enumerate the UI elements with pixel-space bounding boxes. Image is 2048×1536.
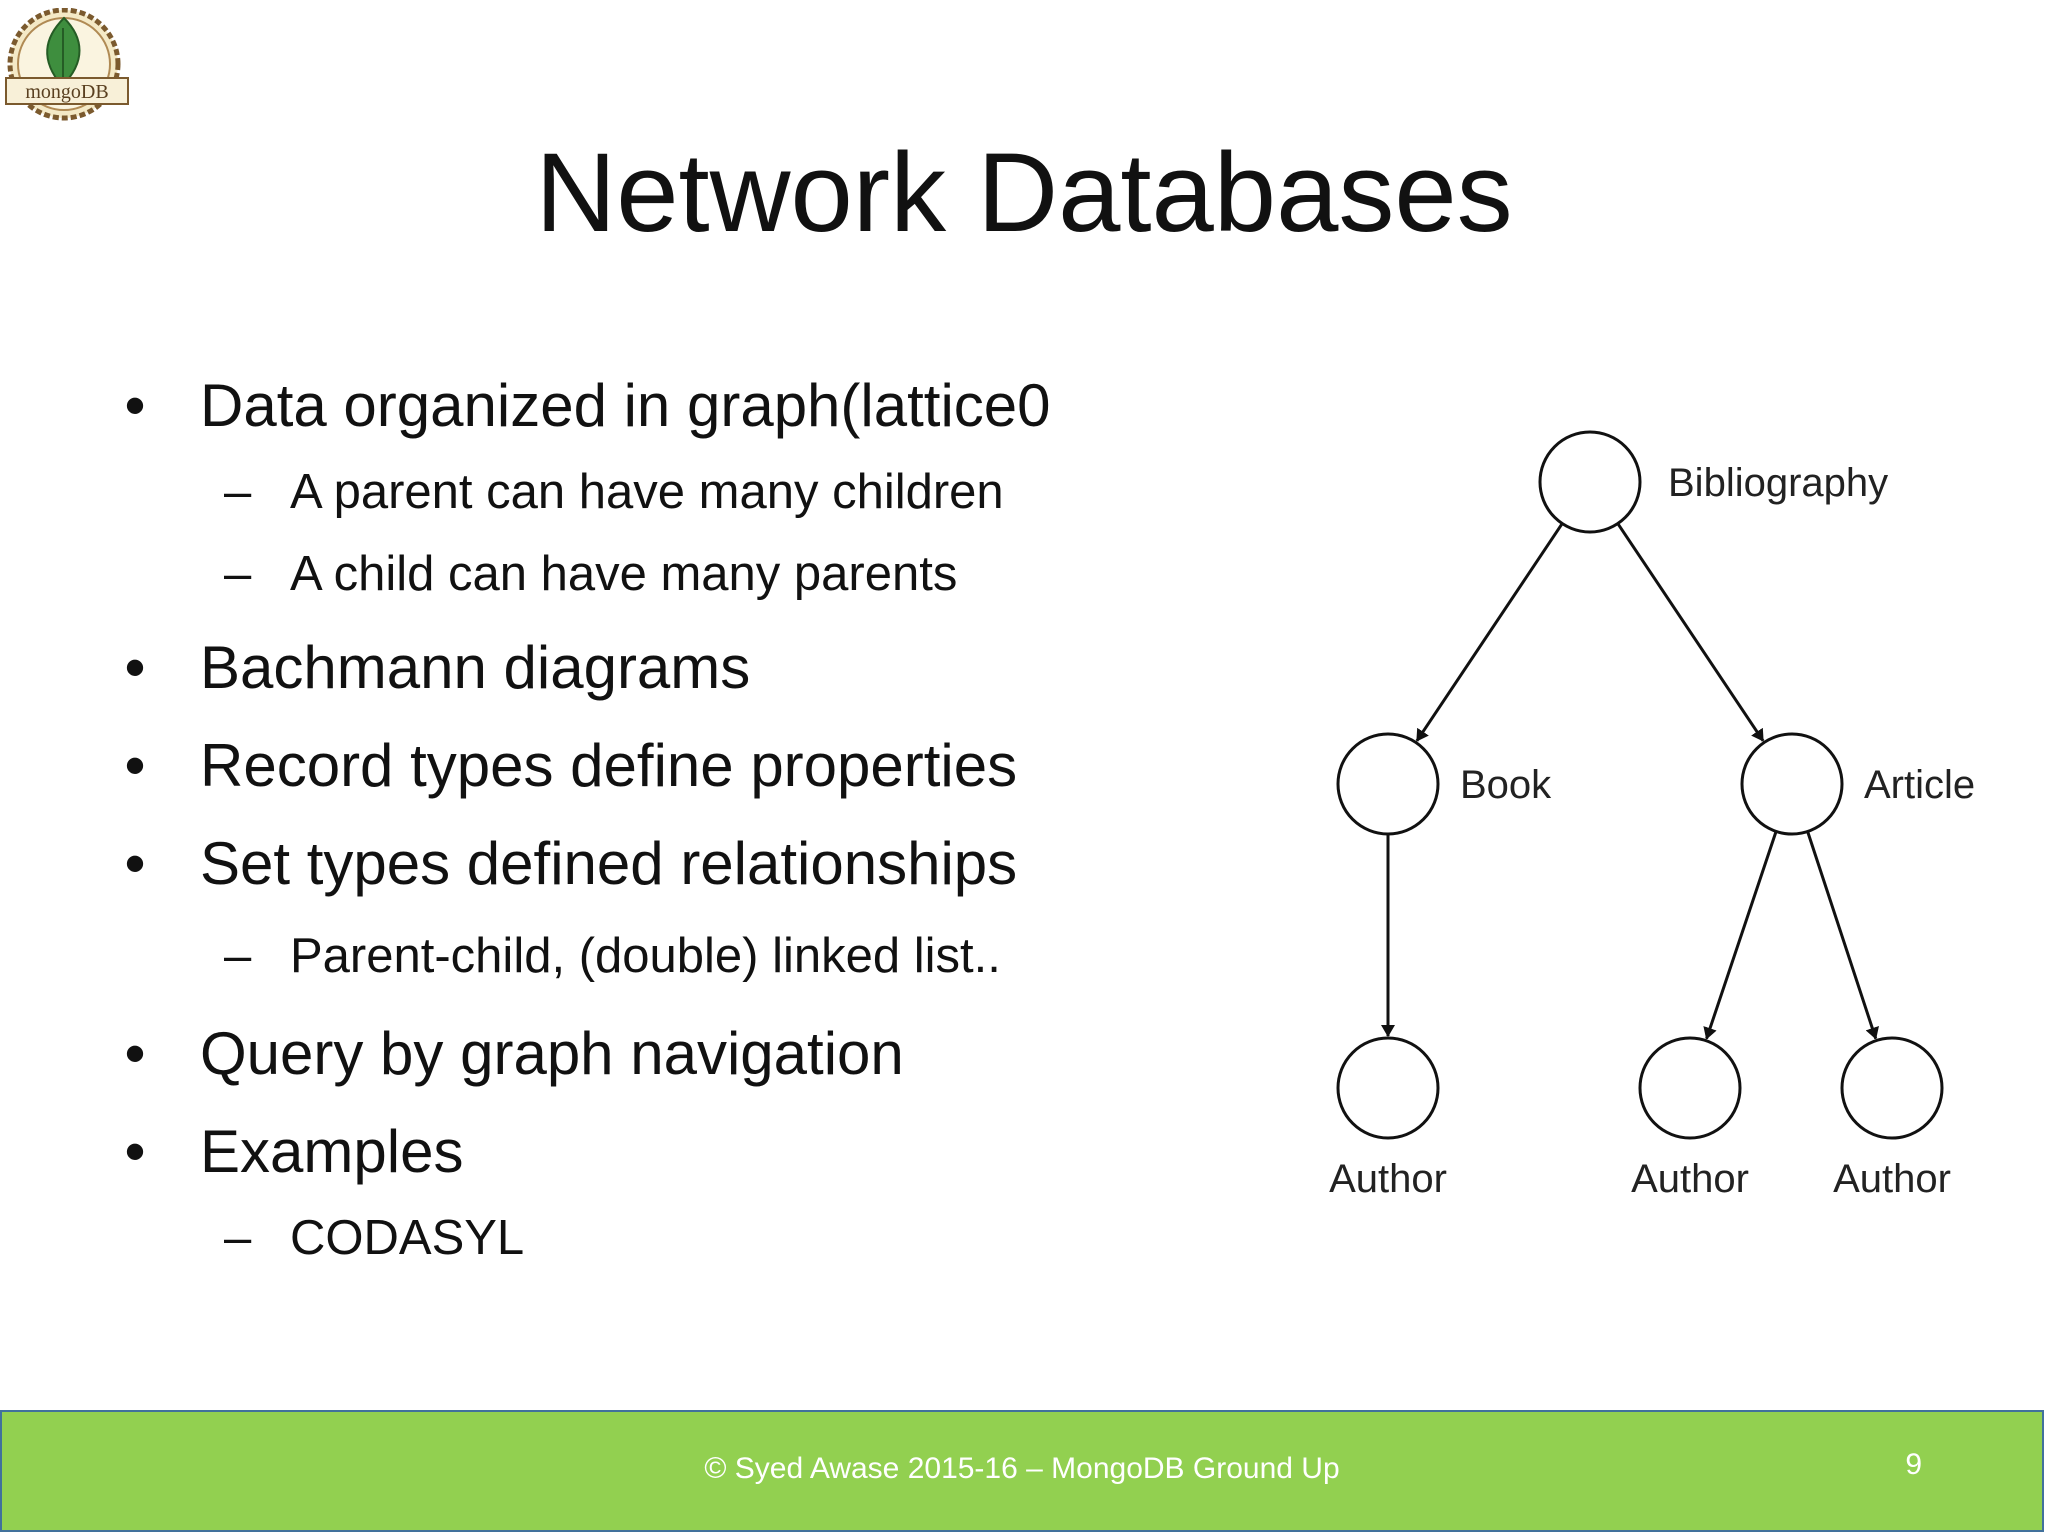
bullet-marker: • [124,1118,146,1185]
node-author3 [1833,1038,1951,1200]
bullet-text: Data organized in graph(lattice0 [200,372,1051,439]
bullet-text: CODASYL [290,1211,525,1265]
node-circle [1640,1038,1740,1138]
footer-bar [0,1410,2044,1532]
page-number: 9 [1905,1448,1922,1481]
bullet-marker: • [124,1020,146,1087]
bullet-text: Examples [200,1118,464,1185]
bullet-text: Bachmann diagrams [200,634,751,701]
bullet-text: Set types defined relationships [200,830,1018,897]
bullet-text: A child can have many parents [290,547,958,601]
bullet-marker: – [224,1211,252,1265]
node-author1 [1329,1038,1447,1200]
node-circle [1540,432,1640,532]
node-label: Article [1864,763,1976,807]
bullet-marker: • [124,732,146,799]
node-label: Author [1631,1157,1749,1200]
bullet-text: Parent-child, (double) linked list.. [290,929,1001,983]
edge-arrow-article-author2 [1707,831,1777,1038]
node-circle [1338,734,1438,834]
bullet-marker: • [124,634,146,701]
node-author2 [1631,1038,1749,1200]
diagram-nodes [1329,432,1975,1200]
edge-arrow-bibliography-book [1417,524,1562,741]
edge-arrow-article-author3 [1808,831,1876,1038]
node-article [1742,734,1975,834]
bullet-marker: – [224,929,252,983]
bullet-text: A parent can have many children [290,465,1004,519]
mongodb-logo [0,8,134,122]
bullet-marker: • [124,830,146,897]
logo-text: mongoDB [25,81,109,103]
bullet-marker: – [224,465,252,519]
bullet-text: Query by graph navigation [200,1020,904,1087]
bullet-marker: – [224,547,252,601]
network-diagram [1300,420,2020,1200]
node-label: Author [1329,1157,1447,1200]
bullet-text: Record types define properties [200,732,1018,799]
node-label: Bibliography [1668,461,1889,505]
node-circle [1338,1038,1438,1138]
node-label: Author [1833,1157,1951,1200]
slide-title: Network Databases [535,130,1513,255]
node-circle [1742,734,1842,834]
node-circle [1842,1038,1942,1138]
node-bibliography [1540,432,1888,532]
bullet-marker: • [124,372,146,439]
node-book [1338,734,1552,834]
footer-copyright: © Syed Awase 2015-16 – MongoDB Ground Up [704,1452,1340,1485]
edge-arrow-bibliography-article [1618,524,1763,741]
node-label: Book [1460,763,1552,807]
